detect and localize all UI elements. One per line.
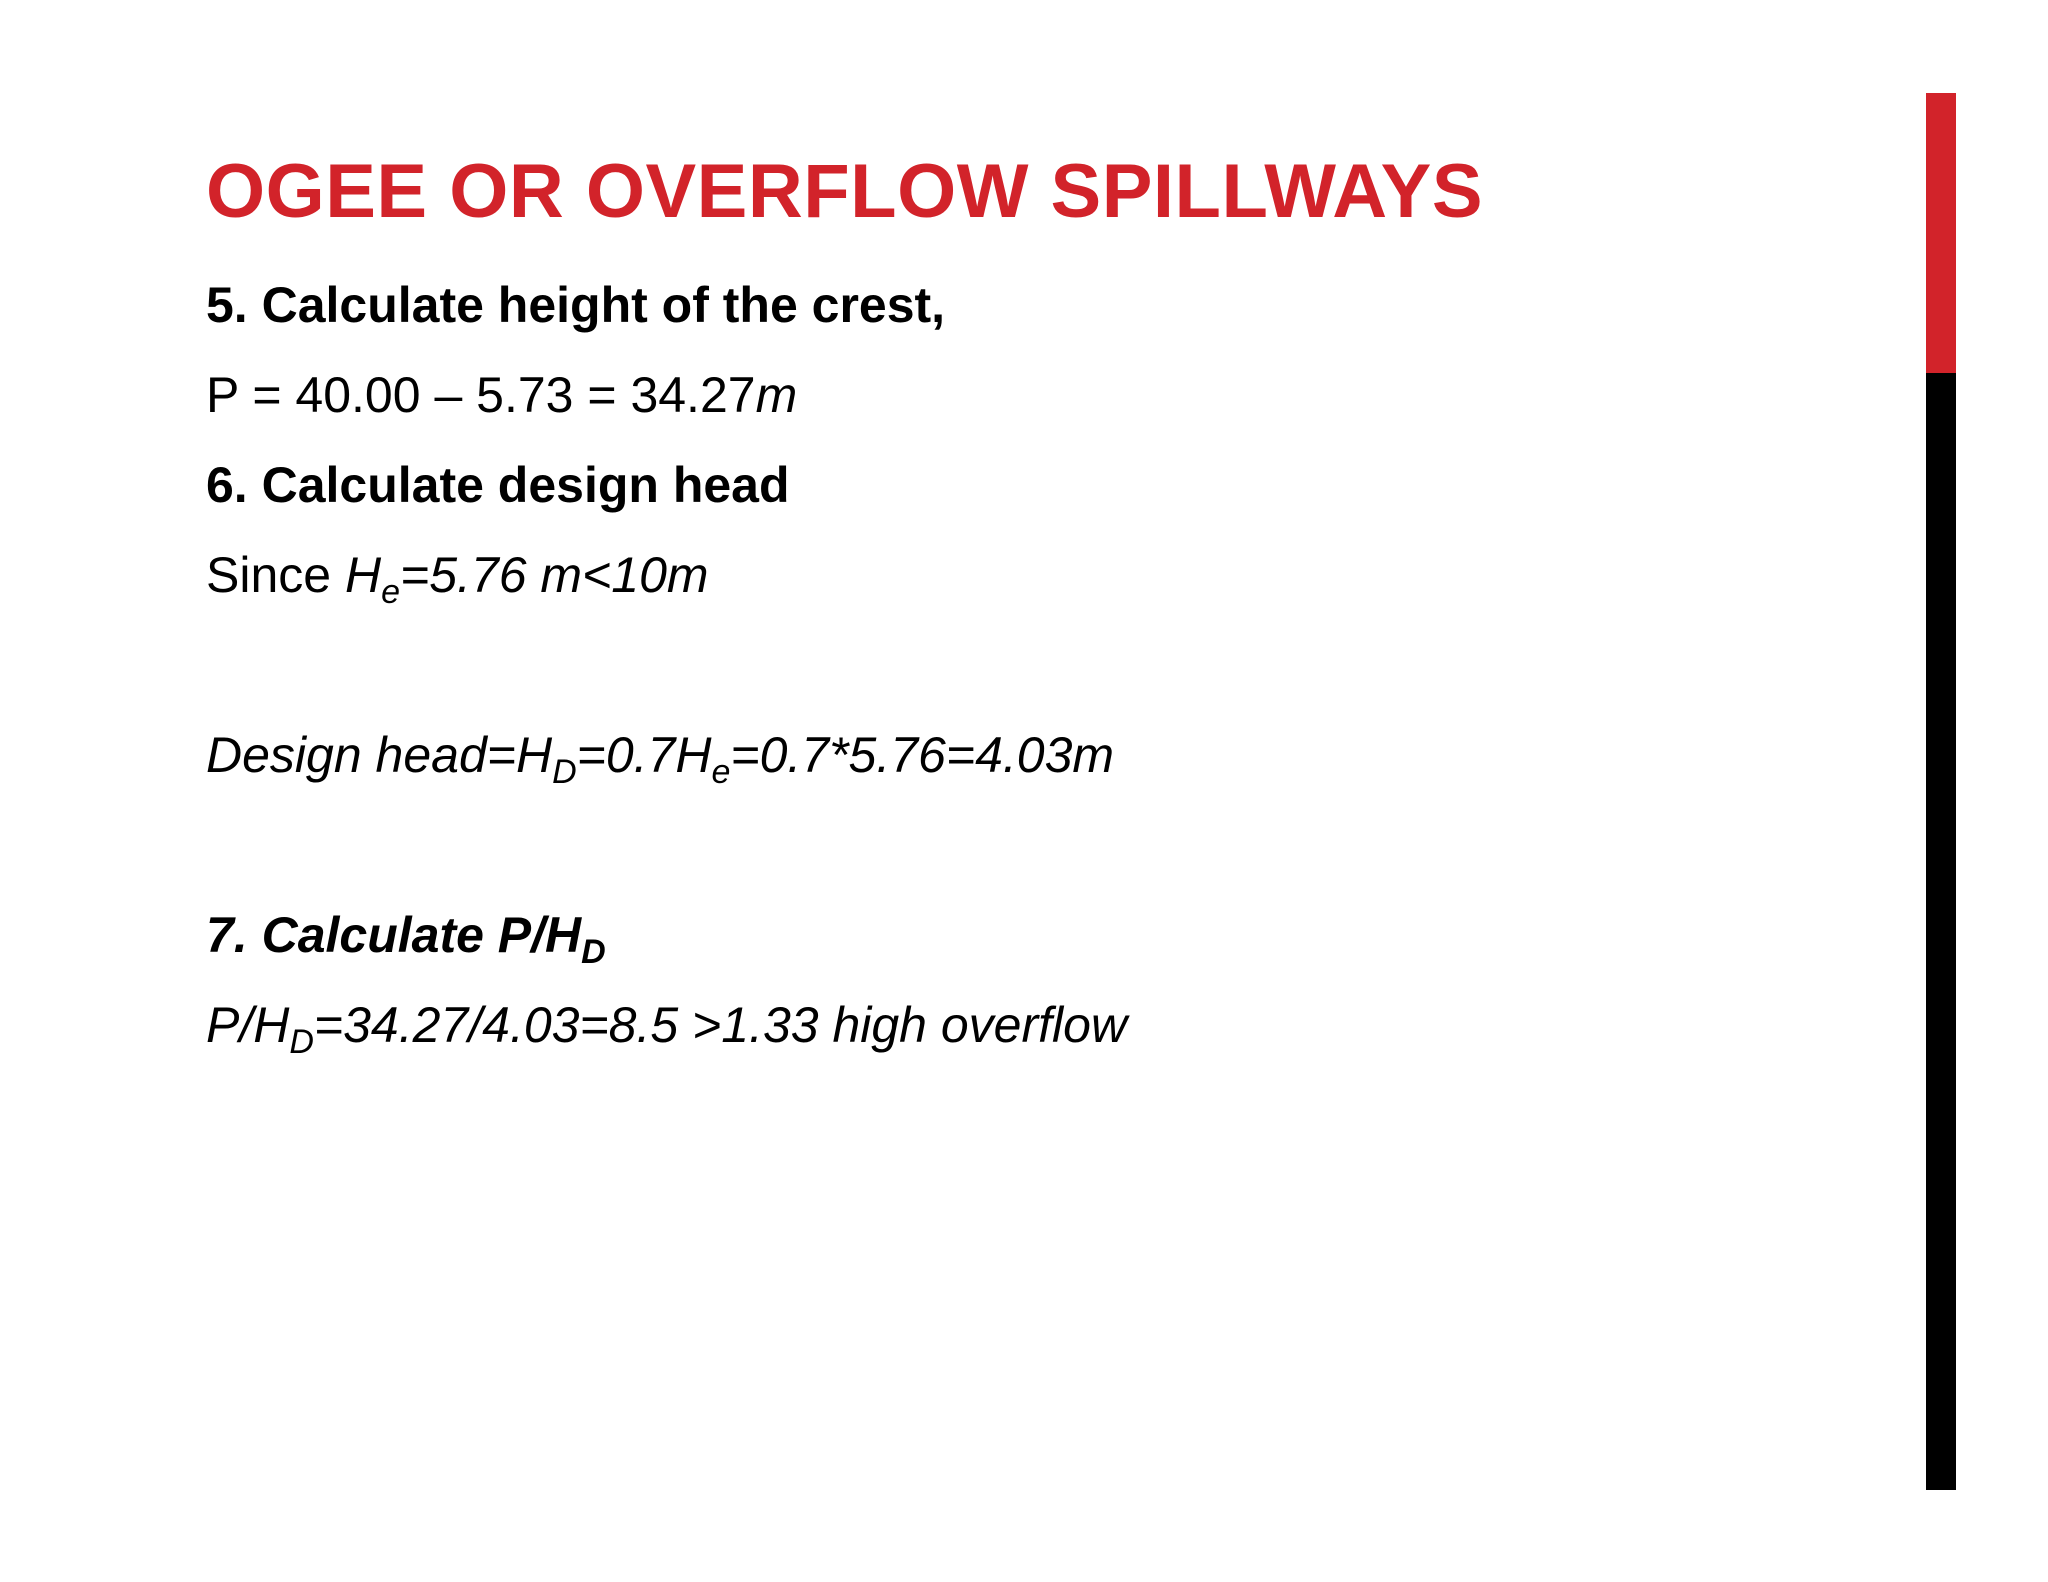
step6-heading: 6. Calculate design head — [206, 457, 790, 513]
step5-equation-unit: m — [755, 367, 798, 423]
step7-heading — [206, 905, 606, 971]
design-head-line — [206, 725, 1115, 791]
step5-heading: 5. Calculate height of the crest, — [206, 277, 946, 333]
step5-equation — [206, 365, 797, 425]
since-rest: =5.76 m<10m — [400, 547, 709, 603]
result-sub: D — [289, 1022, 314, 1061]
since-sub: e — [381, 572, 400, 611]
design-label: Design head=H — [206, 727, 553, 783]
slide-title: OGEE OR OVERFLOW SPILLWAYS — [206, 149, 1484, 234]
since-prefix: Since — [206, 547, 345, 603]
step5-equation-text: P = 40.00 – 5.73 = 34.27 — [206, 367, 756, 423]
design-mid: =0.7H — [576, 727, 712, 783]
design-sub-e: e — [711, 752, 731, 791]
step7-result-line — [206, 995, 1128, 1061]
design-rest: =0.7*5.76=4.03m — [730, 727, 1115, 783]
accent-bar-red — [1926, 93, 1956, 373]
step7-heading-text: 7. Calculate P/H — [206, 907, 582, 963]
since-var: H — [344, 547, 382, 603]
result-prefix: P/H — [206, 997, 290, 1053]
accent-bar-black — [1926, 373, 1956, 1490]
result-rest: =34.27/4.03=8.5 >1.33 high overflow — [313, 997, 1128, 1053]
step7-heading-sub: D — [581, 932, 606, 971]
step6-since-line — [206, 545, 709, 611]
design-sub-d: D — [552, 752, 577, 791]
